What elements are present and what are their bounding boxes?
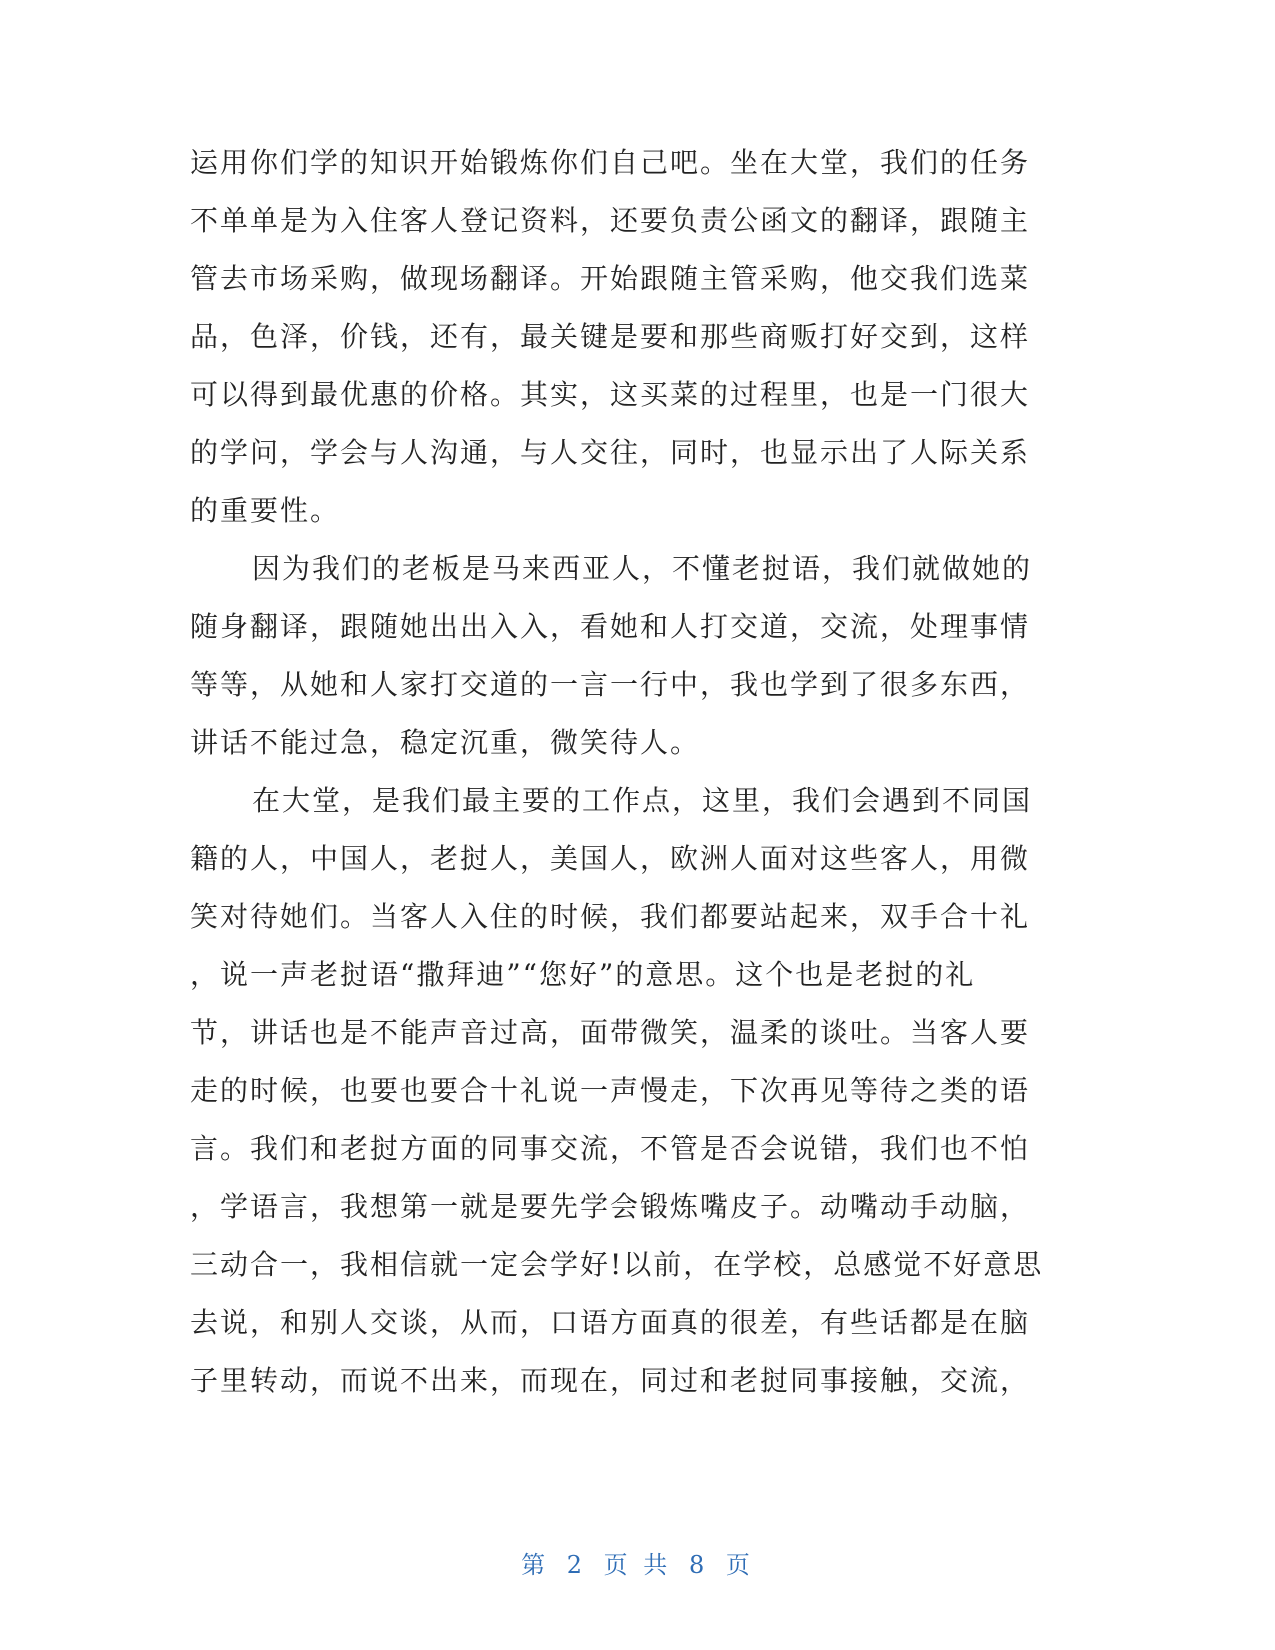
text-line: 三动合一，我相信就一定会学好!以前，在学校，总感觉不好意思 xyxy=(190,1248,1044,1281)
paragraph-first-line: 在大堂，是我们最主要的工作点，这里，我们会遇到不同国 xyxy=(252,784,1033,817)
total-page-count: 8 xyxy=(688,1551,709,1579)
text-line: 言。我们和老挝方面的同事交流，不管是否会说错，我们也不怕 xyxy=(190,1132,1031,1165)
text-line: 笑对待她们。当客人入住的时候，我们都要站起来，双手合十礼 xyxy=(190,900,1031,933)
text-line: 去说，和别人交谈，从而，口语方面真的很差，有些话都是在脑 xyxy=(190,1306,1031,1339)
text-line: 节，讲话也是不能声音过高，面带微笑，温柔的谈吐。当客人要 xyxy=(190,1016,1031,1049)
text-line: 随身翻译，跟随她出出入入，看她和人打交道，交流，处理事情 xyxy=(190,610,1031,643)
text-line: 籍的人，中国人，老挝人，美国人，欧洲人面对这些客人，用微 xyxy=(190,842,1031,875)
text-line: 的重要性。 xyxy=(190,494,341,527)
text-line: 走的时候，也要也要合十礼说一声慢走，下次再见等待之类的语 xyxy=(190,1074,1031,1107)
page-footer xyxy=(0,1550,1275,1580)
footer-suffix: 页 xyxy=(725,1551,754,1579)
text-line: 不单单是为入住客人登记资料，还要负责公函文的翻译，跟随主 xyxy=(190,204,1031,237)
text-line: 讲话不能过急，稳定沉重，微笑待人。 xyxy=(190,726,701,759)
text-line: 管去市场采购，做现场翻译。开始跟随主管采购，他交我们选菜 xyxy=(190,262,1031,295)
current-page-number: 2 xyxy=(566,1551,587,1579)
text-line: 运用你们学的知识开始锻炼你们自己吧。坐在大堂，我们的任务 xyxy=(190,146,1031,179)
footer-middle: 页 共 xyxy=(603,1551,672,1579)
text-line: 的学问，学会与人沟通，与人交往，同时，也显示出了人际关系 xyxy=(190,436,1031,469)
text-line: 品，色泽，价钱，还有，最关键是要和那些商贩打好交到，这样 xyxy=(190,320,1031,353)
text-line: 可以得到最优惠的价格。其实，这买菜的过程里，也是一门很大 xyxy=(190,378,1031,411)
text-line: ，学语言，我想第一就是要先学会锻炼嘴皮子。动嘴动手动脑， xyxy=(190,1190,1031,1223)
text-line: ，说一声老挝语“撒拜迪”“您好”的意思。这个也是老挝的礼 xyxy=(190,958,976,991)
paragraph-first-line: 因为我们的老板是马来西亚人，不懂老挝语，我们就做她的 xyxy=(252,552,1033,585)
text-line: 等等，从她和人家打交道的一言一行中，我也学到了很多东西， xyxy=(190,668,1031,701)
footer-prefix: 第 xyxy=(521,1551,550,1579)
text-line: 子里转动，而说不出来，而现在，同过和老挝同事接触，交流， xyxy=(190,1364,1031,1397)
